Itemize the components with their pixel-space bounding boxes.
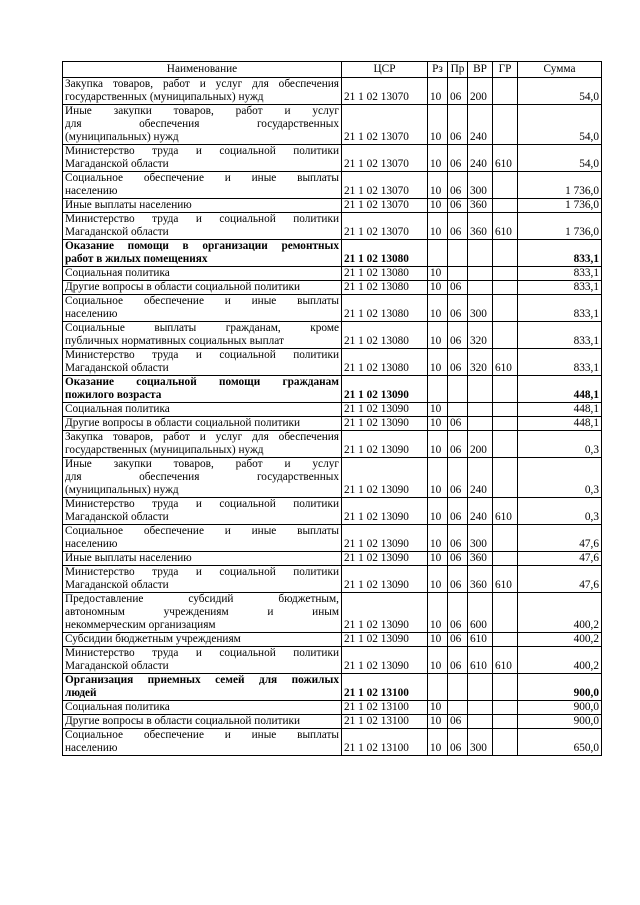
row-pr: 06: [448, 431, 468, 458]
row-csr: 21 1 02 13080: [342, 295, 428, 322]
row-csr: 21 1 02 13090: [342, 552, 428, 566]
row-csr: 21 1 02 13100: [342, 674, 428, 701]
row-sum: 0,3: [518, 498, 602, 525]
row-csr: 21 1 02 13070: [342, 213, 428, 240]
row-vr: [468, 674, 493, 701]
row-vr: 240: [468, 498, 493, 525]
row-pr: 06: [448, 172, 468, 199]
row-gr: [493, 593, 518, 633]
row-gr: [493, 525, 518, 552]
row-name: [63, 349, 342, 376]
row-rz: 10: [428, 431, 448, 458]
row-csr: 21 1 02 13090: [342, 498, 428, 525]
row-csr: 21 1 02 13090: [342, 566, 428, 593]
row-pr: 06: [448, 593, 468, 633]
row-sum: 0,3: [518, 458, 602, 498]
row-name: [63, 647, 342, 674]
row-sum: 1 736,0: [518, 213, 602, 240]
row-vr: 320: [468, 349, 493, 376]
row-name-line: Социальная политика: [65, 701, 170, 713]
row-pr: [448, 674, 468, 701]
row-name-line: Министерство труда и социальной политики: [65, 349, 339, 361]
row-rz: 10: [428, 349, 448, 376]
row-rz: 10: [428, 458, 448, 498]
row-rz: [428, 376, 448, 403]
row-gr: [493, 281, 518, 295]
row-csr: 21 1 02 13090: [342, 458, 428, 498]
row-pr: 06: [448, 729, 468, 756]
row-csr: 21 1 02 13080: [342, 281, 428, 295]
table-row: [63, 78, 602, 105]
row-rz: 10: [428, 145, 448, 172]
header-name: Наименование: [63, 62, 342, 78]
row-gr: [493, 633, 518, 647]
row-name-line: пожилого возраста: [65, 389, 162, 401]
row-sum: 400,2: [518, 633, 602, 647]
table-row: [63, 403, 602, 417]
row-name-line: Социальные выплаты гражданам, кроме: [65, 322, 339, 334]
row-rz: 10: [428, 172, 448, 199]
row-name: [63, 525, 342, 552]
row-vr: [468, 267, 493, 281]
row-gr: [493, 715, 518, 729]
row-name: [63, 145, 342, 172]
row-sum: 400,2: [518, 593, 602, 633]
header-csr: ЦСР: [342, 62, 428, 78]
row-rz: 10: [428, 701, 448, 715]
row-name-line: Закупка товаров, работ и услуг для обеспечения: [65, 78, 339, 90]
row-name-line: Магаданской области: [65, 226, 169, 238]
row-name-line: Социальная политика: [65, 267, 170, 279]
row-csr: 21 1 02 13100: [342, 701, 428, 715]
header-sum: Сумма: [518, 62, 602, 78]
row-vr: [468, 715, 493, 729]
row-name: [63, 417, 342, 431]
row-name-line: Министерство труда и социальной политики: [65, 145, 339, 157]
row-csr: 21 1 02 13090: [342, 525, 428, 552]
table-row: [63, 349, 602, 376]
row-rz: 10: [428, 729, 448, 756]
header-rz: Рз: [428, 62, 448, 78]
row-gr: [493, 78, 518, 105]
table-row: [63, 376, 602, 403]
table-body: [63, 78, 602, 756]
row-name-line: Министерство труда и социальной политики: [65, 213, 339, 225]
row-name-line: Магаданской области: [65, 579, 169, 591]
row-csr: 21 1 02 13090: [342, 647, 428, 674]
row-name-line: Другие вопросы в области социальной политики: [65, 417, 301, 429]
row-sum: 833,1: [518, 295, 602, 322]
row-name: [63, 458, 342, 498]
row-pr: 06: [448, 281, 468, 295]
row-pr: 06: [448, 458, 468, 498]
row-csr: 21 1 02 13090: [342, 593, 428, 633]
row-vr: 240: [468, 105, 493, 145]
row-pr: 06: [448, 498, 468, 525]
row-name-line: Министерство труда и социальной политики: [65, 647, 339, 659]
row-name: [63, 267, 342, 281]
row-pr: [448, 701, 468, 715]
row-name-line: (муниципальных) нужд: [65, 131, 179, 143]
row-sum: 47,6: [518, 566, 602, 593]
row-gr: [493, 417, 518, 431]
row-gr: 610: [493, 498, 518, 525]
row-name: [63, 295, 342, 322]
row-sum: 900,0: [518, 674, 602, 701]
row-csr: 21 1 02 13090: [342, 417, 428, 431]
row-rz: [428, 240, 448, 267]
row-name-line: Министерство труда и социальной политики: [65, 566, 339, 578]
row-name-line: некоммерческим организациям: [65, 619, 216, 631]
row-name-line: Социальное обеспечение и иные выплаты: [65, 172, 339, 184]
row-name-line: Иные закупки товаров, работ и услуг: [65, 105, 339, 117]
row-pr: 06: [448, 715, 468, 729]
row-csr: 21 1 02 13090: [342, 633, 428, 647]
row-rz: 10: [428, 525, 448, 552]
table-row: [63, 674, 602, 701]
row-gr: [493, 701, 518, 715]
row-name: [63, 281, 342, 295]
row-vr: [468, 403, 493, 417]
row-name: [63, 213, 342, 240]
row-name: [63, 431, 342, 458]
row-name-line: Социальная политика: [65, 403, 170, 415]
table-row: [63, 566, 602, 593]
row-name-line: Иные выплаты населению: [65, 199, 192, 211]
row-name-line: Министерство труда и социальной политики: [65, 498, 339, 510]
row-gr: [493, 322, 518, 349]
row-sum: 900,0: [518, 715, 602, 729]
row-sum: 47,6: [518, 552, 602, 566]
row-name-line: автономным учреждениям и иным: [65, 606, 339, 618]
table-row: [63, 647, 602, 674]
row-name: [63, 240, 342, 267]
row-name: [63, 552, 342, 566]
row-csr: 21 1 02 13090: [342, 431, 428, 458]
row-vr: 200: [468, 78, 493, 105]
row-name-line: публичных нормативных социальных выплат: [65, 335, 284, 347]
row-csr: 21 1 02 13070: [342, 78, 428, 105]
budget-table: [62, 61, 602, 756]
row-gr: 610: [493, 647, 518, 674]
row-name: [63, 105, 342, 145]
row-name-line: Организация приемных семей для пожилых: [65, 674, 339, 686]
row-rz: 10: [428, 267, 448, 281]
row-name-line: для обеспечения государственных: [65, 118, 339, 130]
row-rz: 10: [428, 498, 448, 525]
row-name: [63, 498, 342, 525]
row-pr: 06: [448, 145, 468, 172]
row-csr: 21 1 02 13080: [342, 267, 428, 281]
row-name: [63, 701, 342, 715]
row-pr: 06: [448, 525, 468, 552]
row-vr: [468, 281, 493, 295]
row-vr: 240: [468, 458, 493, 498]
row-name-line: Магаданской области: [65, 362, 169, 374]
row-name: [63, 674, 342, 701]
row-name-line: Иные выплаты населению: [65, 552, 192, 564]
row-rz: 10: [428, 213, 448, 240]
header-gr: ГР: [493, 62, 518, 78]
row-vr: 300: [468, 729, 493, 756]
row-csr: 21 1 02 13100: [342, 715, 428, 729]
row-vr: 610: [468, 647, 493, 674]
table-row: [63, 145, 602, 172]
table-row: [63, 593, 602, 633]
row-csr: 21 1 02 13070: [342, 199, 428, 213]
row-csr: 21 1 02 13070: [342, 105, 428, 145]
row-gr: 610: [493, 145, 518, 172]
row-name-line: Другие вопросы в области социальной политики: [65, 281, 301, 293]
table-row: [63, 633, 602, 647]
row-pr: 06: [448, 213, 468, 240]
row-sum: 833,1: [518, 240, 602, 267]
row-gr: [493, 403, 518, 417]
row-vr: [468, 376, 493, 403]
row-name: [63, 566, 342, 593]
row-rz: 10: [428, 552, 448, 566]
row-sum: 650,0: [518, 729, 602, 756]
row-name-line: населению: [65, 538, 118, 550]
row-rz: 10: [428, 566, 448, 593]
table-row: [63, 525, 602, 552]
row-csr: 21 1 02 13070: [342, 172, 428, 199]
row-name-line: Социальное обеспечение и иные выплаты: [65, 295, 339, 307]
row-sum: 448,1: [518, 376, 602, 403]
row-name-line: населению: [65, 742, 118, 754]
table-row: [63, 105, 602, 145]
row-name-line: Иные закупки товаров, работ и услуг: [65, 458, 339, 470]
row-csr: 21 1 02 13080: [342, 240, 428, 267]
row-gr: 610: [493, 566, 518, 593]
row-sum: 900,0: [518, 701, 602, 715]
row-name-line: Другие вопросы в области социальной политики: [65, 715, 301, 727]
row-sum: 0,3: [518, 431, 602, 458]
row-csr: 21 1 02 13090: [342, 376, 428, 403]
row-rz: 10: [428, 199, 448, 213]
row-csr: 21 1 02 13070: [342, 145, 428, 172]
row-rz: 10: [428, 78, 448, 105]
header-pr: Пр: [448, 62, 468, 78]
row-sum: 448,1: [518, 417, 602, 431]
row-pr: [448, 403, 468, 417]
header-vr: ВР: [468, 62, 493, 78]
row-rz: 10: [428, 281, 448, 295]
row-rz: 10: [428, 715, 448, 729]
row-rz: 10: [428, 295, 448, 322]
table-row: [63, 281, 602, 295]
row-pr: 06: [448, 633, 468, 647]
row-name-line: Социальное обеспечение и иные выплаты: [65, 729, 339, 741]
row-name-line: Магаданской области: [65, 158, 169, 170]
row-gr: [493, 458, 518, 498]
row-pr: 06: [448, 552, 468, 566]
table-row: [63, 213, 602, 240]
row-rz: 10: [428, 417, 448, 431]
row-pr: 06: [448, 199, 468, 213]
row-gr: [493, 199, 518, 213]
row-vr: 610: [468, 633, 493, 647]
row-csr: 21 1 02 13080: [342, 349, 428, 376]
row-name: [63, 403, 342, 417]
table-row: [63, 498, 602, 525]
row-name-line: населению: [65, 185, 118, 197]
table-row: [63, 199, 602, 213]
table-row: [63, 552, 602, 566]
row-sum: 54,0: [518, 78, 602, 105]
row-pr: [448, 240, 468, 267]
row-sum: 833,1: [518, 349, 602, 376]
row-vr: 300: [468, 172, 493, 199]
row-name: [63, 376, 342, 403]
table-row: [63, 417, 602, 431]
table-row: [63, 240, 602, 267]
row-pr: 06: [448, 105, 468, 145]
row-gr: [493, 105, 518, 145]
row-rz: 10: [428, 593, 448, 633]
row-name-line: населению: [65, 308, 118, 320]
row-gr: [493, 431, 518, 458]
row-sum: 1 736,0: [518, 172, 602, 199]
row-gr: [493, 295, 518, 322]
row-name-line: работ в жилых помещениях: [65, 253, 208, 265]
row-name-line: государственных (муниципальных) нужд: [65, 91, 264, 103]
row-pr: 06: [448, 647, 468, 674]
row-sum: 833,1: [518, 322, 602, 349]
row-gr: [493, 267, 518, 281]
row-gr: [493, 674, 518, 701]
row-vr: 320: [468, 322, 493, 349]
table-row: [63, 458, 602, 498]
row-pr: [448, 376, 468, 403]
row-vr: 200: [468, 431, 493, 458]
row-name-line: людей: [65, 687, 97, 699]
row-gr: 610: [493, 213, 518, 240]
table-row: [63, 729, 602, 756]
row-sum: 1 736,0: [518, 199, 602, 213]
row-name: [63, 729, 342, 756]
row-sum: 448,1: [518, 403, 602, 417]
row-name-line: Оказание помощи в организации ремонтных: [65, 240, 339, 252]
row-name: [63, 322, 342, 349]
table-header-row: [63, 62, 602, 78]
row-name: [63, 593, 342, 633]
row-vr: 300: [468, 295, 493, 322]
row-rz: 10: [428, 403, 448, 417]
row-pr: 06: [448, 295, 468, 322]
row-sum: 400,2: [518, 647, 602, 674]
row-csr: 21 1 02 13100: [342, 729, 428, 756]
row-vr: [468, 701, 493, 715]
row-vr: 360: [468, 213, 493, 240]
row-rz: 10: [428, 647, 448, 674]
row-name: [63, 78, 342, 105]
row-vr: 360: [468, 199, 493, 213]
row-name-line: Оказание социальной помощи гражданам: [65, 376, 339, 388]
row-sum: 47,6: [518, 525, 602, 552]
row-name-line: Социальное обеспечение и иные выплаты: [65, 525, 339, 537]
row-sum: 54,0: [518, 105, 602, 145]
row-gr: 610: [493, 349, 518, 376]
row-vr: [468, 240, 493, 267]
row-name-line: Предоставление субсидий бюджетным,: [65, 593, 339, 605]
row-pr: 06: [448, 417, 468, 431]
row-pr: 06: [448, 78, 468, 105]
table-row: [63, 715, 602, 729]
row-gr: [493, 376, 518, 403]
row-csr: 21 1 02 13080: [342, 322, 428, 349]
row-gr: [493, 172, 518, 199]
row-name: [63, 633, 342, 647]
row-name-line: (муниципальных) нужд: [65, 484, 179, 496]
table-row: [63, 431, 602, 458]
row-gr: [493, 240, 518, 267]
table-row: [63, 322, 602, 349]
row-name: [63, 199, 342, 213]
row-vr: 240: [468, 145, 493, 172]
row-name: [63, 715, 342, 729]
row-rz: 10: [428, 322, 448, 349]
row-name-line: Магаданской области: [65, 511, 169, 523]
table-row: [63, 701, 602, 715]
row-name: [63, 172, 342, 199]
row-vr: 360: [468, 552, 493, 566]
row-gr: [493, 729, 518, 756]
row-rz: [428, 674, 448, 701]
row-name-line: государственных (муниципальных) нужд: [65, 444, 264, 456]
row-sum: 54,0: [518, 145, 602, 172]
row-rz: 10: [428, 633, 448, 647]
row-sum: 833,1: [518, 267, 602, 281]
row-name-line: для обеспечения государственных: [65, 471, 339, 483]
row-vr: 600: [468, 593, 493, 633]
row-vr: 300: [468, 525, 493, 552]
table-row: [63, 172, 602, 199]
row-pr: 06: [448, 322, 468, 349]
row-sum: 833,1: [518, 281, 602, 295]
row-name-line: Закупка товаров, работ и услуг для обеспечения: [65, 431, 339, 443]
row-vr: [468, 417, 493, 431]
row-csr: 21 1 02 13090: [342, 403, 428, 417]
row-name-line: Субсидии бюджетным учреждениям: [65, 633, 241, 645]
row-rz: 10: [428, 105, 448, 145]
row-name-line: Магаданской области: [65, 660, 169, 672]
row-pr: [448, 267, 468, 281]
table-row: [63, 267, 602, 281]
row-pr: 06: [448, 566, 468, 593]
row-pr: 06: [448, 349, 468, 376]
table-row: [63, 295, 602, 322]
row-vr: 360: [468, 566, 493, 593]
row-gr: [493, 552, 518, 566]
